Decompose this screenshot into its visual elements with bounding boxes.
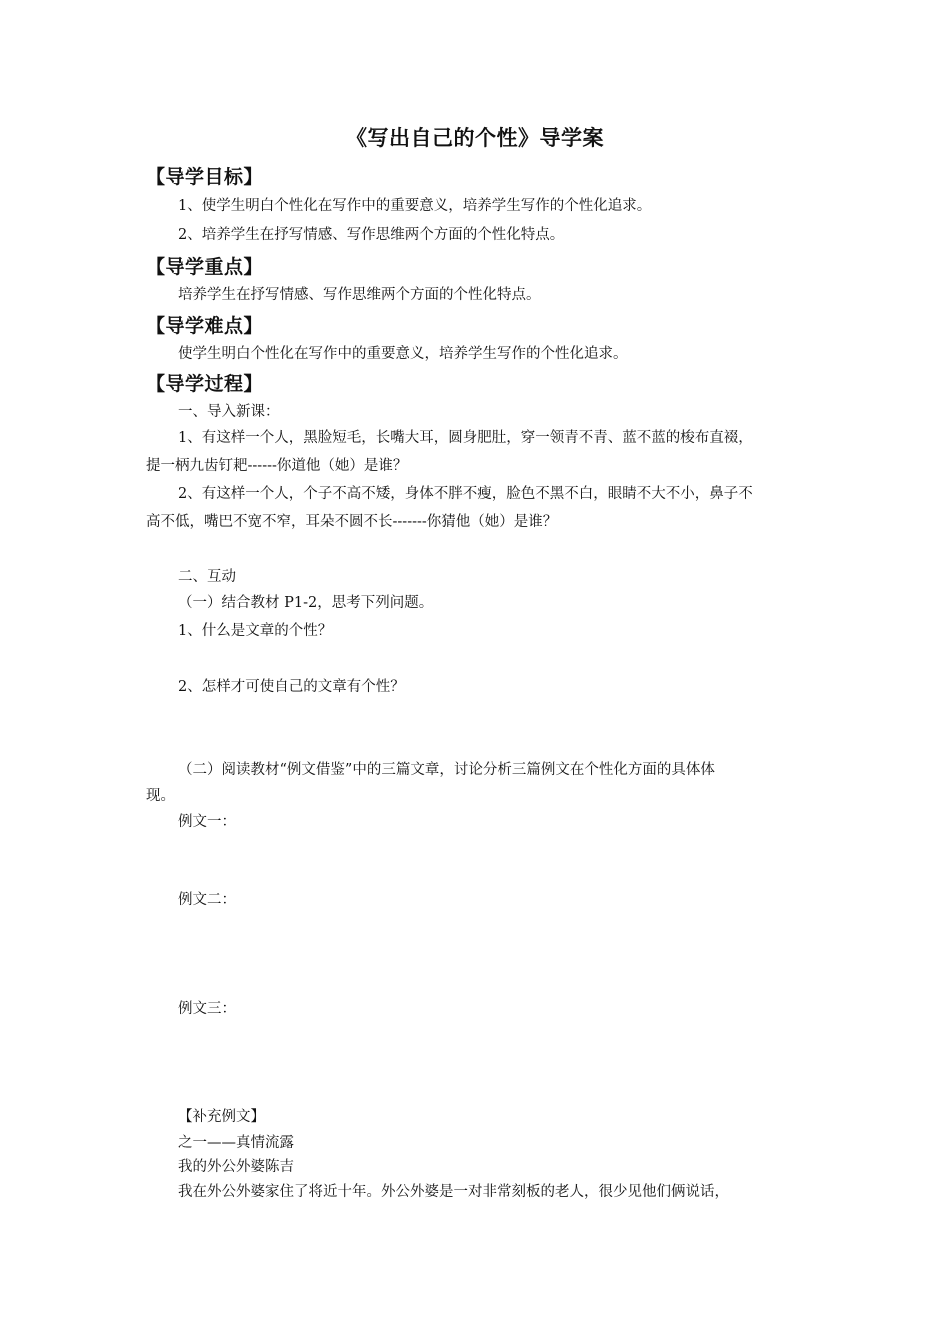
interaction-label: 二、互动 [178, 569, 236, 585]
part-1-question-1: 1、什么是文章的个性？ [178, 623, 333, 639]
part-1-label: （一）结合教材 P1-2，思考下列问题。 [178, 595, 434, 611]
part-1-question-2: 2、怎样才可使自己的文章有个性？ [178, 679, 405, 695]
document-title: 《写出自己的个性》导学案 [346, 126, 604, 150]
example-3-label: 例文三： [178, 1001, 236, 1017]
objective-item: 2、培养学生在抒写情感、写作思维两个方面的个性化特点。 [178, 227, 565, 243]
example-2-label: 例文二： [178, 892, 236, 908]
question-2-line-1: 2、有这样一个人，个子不高不矮，身体不胖不瘦，脸色不黑不白，眼睛不大不小，鼻子不 [178, 486, 753, 502]
question-2-line-2: 高不低，嘴巴不宽不窄，耳朵不圆不长-------你猜他（她）是谁？ [146, 514, 558, 530]
process-heading: 【导学过程】 [146, 373, 264, 395]
part-2-line-1: （二）阅读教材“例文借鉴”中的三篇文章，讨论分析三篇例文在个性化方面的具体体 [178, 762, 715, 778]
supplement-essay-text: 我在外公外婆家住了将近十年。外公外婆是一对非常刻板的老人，很少见他们俩说话， [178, 1184, 729, 1200]
key-points-heading: 【导学重点】 [146, 256, 264, 278]
part-2-line-2: 现。 [146, 788, 175, 804]
key-points-text: 培养学生在抒写情感、写作思维两个方面的个性化特点。 [178, 287, 541, 303]
supplement-subheading: 之一——真情流露 [178, 1135, 294, 1151]
example-1-label: 例文一： [178, 814, 236, 830]
difficulties-text: 使学生明白个性化在写作中的重要意义，培养学生写作的个性化追求。 [178, 346, 628, 362]
question-1-line-2: 提一柄九齿钉耙------你道他（她）是谁？ [146, 458, 408, 474]
question-1-line-1: 1、有这样一个人，黑脸短毛，长嘴大耳，圆身肥肚，穿一领青不青、蓝不蓝的梭布直裰， [178, 430, 753, 446]
objective-item: 1、使学生明白个性化在写作中的重要意义，培养学生写作的个性化追求。 [178, 198, 652, 214]
supplement-essay-title: 我的外公外婆陈吉 [178, 1159, 294, 1175]
difficulties-heading: 【导学难点】 [146, 315, 264, 337]
objectives-heading: 【导学目标】 [146, 166, 264, 188]
supplement-heading: 【补充例文】 [178, 1109, 265, 1125]
intro-label: 一、导入新课： [178, 404, 280, 420]
